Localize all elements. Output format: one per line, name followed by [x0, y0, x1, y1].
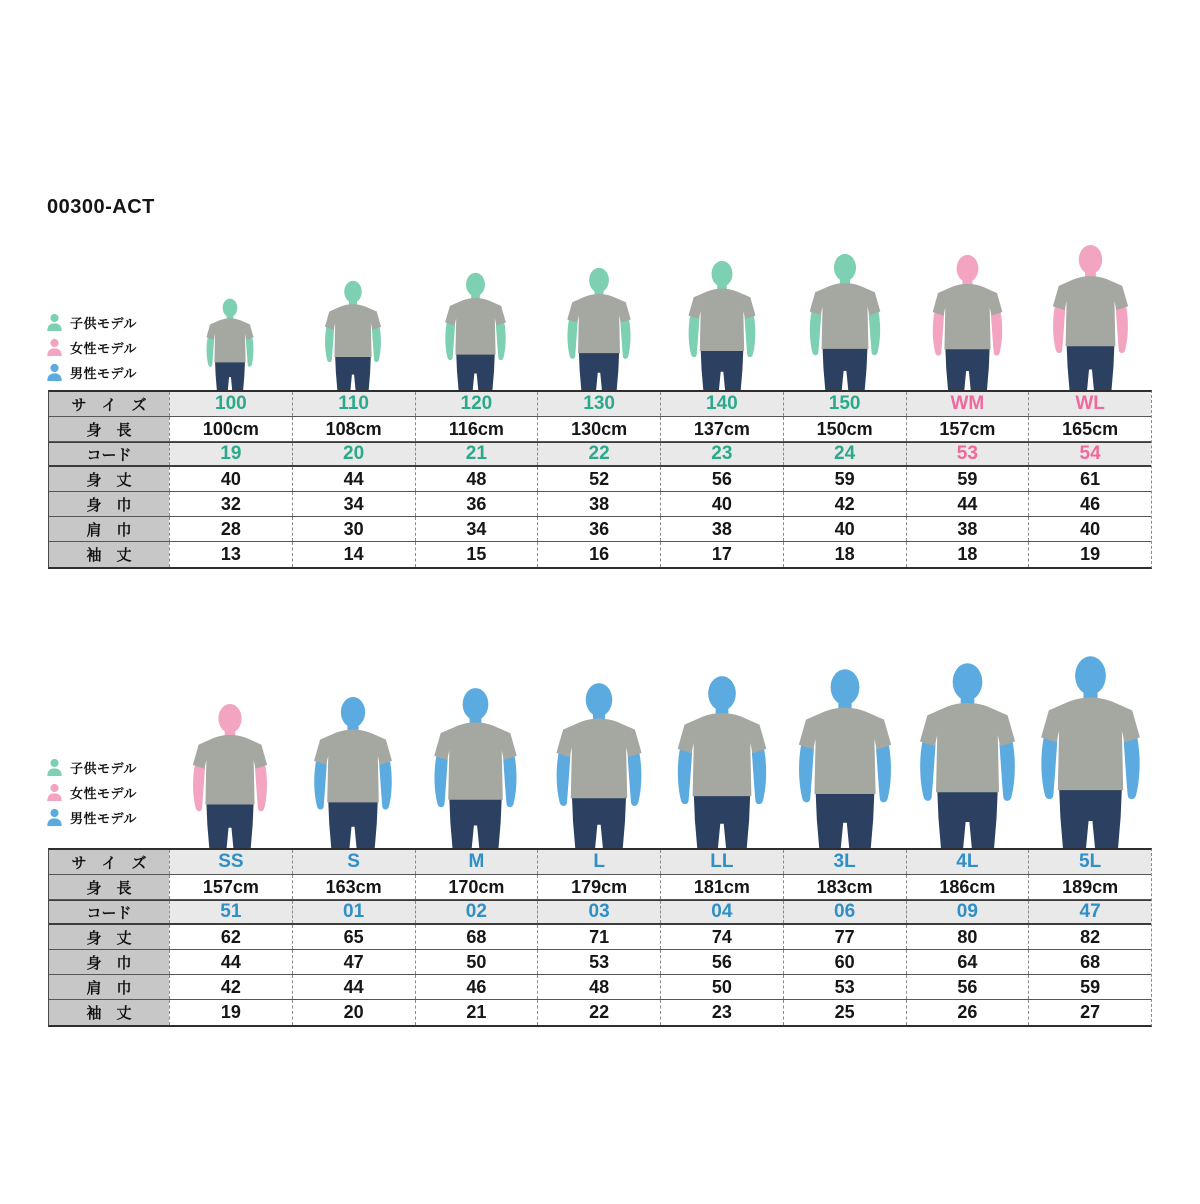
body_length-cell-L: 71 [537, 925, 660, 949]
person-silhouette [929, 254, 1006, 390]
height-cell-SS: 157cm [169, 875, 292, 899]
person-bust-icon [46, 313, 63, 332]
sleeve_length-cell-S: 20 [292, 1000, 415, 1025]
height-cell-S: 163cm [292, 875, 415, 899]
size-cell-150: 150 [783, 392, 906, 416]
code-cell-LL: 04 [660, 901, 783, 923]
table-row-body_width [49, 492, 1151, 517]
body_width-cell-WM: 44 [906, 492, 1029, 516]
code-cell-5L: 47 [1028, 901, 1151, 923]
sleeve_length-cell-L: 22 [537, 1000, 660, 1025]
shoulder_width-cell-5L: 59 [1028, 975, 1151, 999]
table-row-sleeve_length [49, 1000, 1151, 1025]
code-cell-140: 23 [660, 443, 783, 465]
sleeve_length-cell-120: 15 [415, 542, 538, 567]
figure-jeans [206, 802, 253, 848]
model-figure-LL [660, 645, 783, 848]
adults-figures-row [168, 645, 1152, 848]
size-cell-4L: 4L [906, 850, 1029, 874]
body_width-cell-120: 36 [415, 492, 538, 516]
figure-jeans [335, 355, 371, 390]
row-header-code: コード [49, 901, 169, 923]
person-silhouette [552, 682, 646, 848]
shoulder_width-cell-LL: 50 [660, 975, 783, 999]
legend-label: 女性モデル [70, 786, 137, 801]
legend-item-male-model [46, 805, 206, 830]
body_width-cell-140: 40 [660, 492, 783, 516]
model-figure-WM [906, 222, 1029, 390]
sleeve_length-cell-130: 16 [537, 542, 660, 567]
body_length-cell-LL: 74 [660, 925, 783, 949]
body_length-cell-110: 44 [292, 467, 415, 491]
row-header-size: サ イ ズ [49, 850, 169, 874]
size-cell-100: 100 [169, 392, 292, 416]
sleeve_length-cell-WM: 18 [906, 542, 1029, 567]
size-cell-WM: WM [906, 392, 1029, 416]
body_length-cell-150: 59 [783, 467, 906, 491]
code-cell-120: 21 [415, 443, 538, 465]
row-header-body_length: 身 丈 [49, 467, 169, 491]
model-figure-M [414, 645, 537, 848]
row-header-height: 身 長 [49, 875, 169, 899]
code-cell-150: 24 [783, 443, 906, 465]
adults-size-table [48, 848, 1152, 1027]
body_width-cell-150: 42 [783, 492, 906, 516]
body_width-cell-M: 50 [415, 950, 538, 974]
sleeve_length-cell-5L: 27 [1028, 1000, 1151, 1025]
sleeve_length-cell-WL: 19 [1028, 542, 1151, 567]
body_width-cell-S: 47 [292, 950, 415, 974]
height-cell-3L: 183cm [783, 875, 906, 899]
person-silhouette [430, 687, 521, 848]
code-cell-M: 02 [415, 901, 538, 923]
model-figure-4L [906, 645, 1029, 848]
code-cell-WL: 54 [1028, 443, 1151, 465]
height-cell-L: 179cm [537, 875, 660, 899]
figure-jeans [937, 789, 998, 848]
height-cell-LL: 181cm [660, 875, 783, 899]
person-silhouette [442, 272, 509, 390]
body_length-cell-130: 52 [537, 467, 660, 491]
code-cell-S: 01 [292, 901, 415, 923]
size-cell-WL: WL [1028, 392, 1151, 416]
shoulder_width-cell-3L: 53 [783, 975, 906, 999]
size-cell-140: 140 [660, 392, 783, 416]
sleeve_length-cell-150: 18 [783, 542, 906, 567]
height-cell-M: 170cm [415, 875, 538, 899]
person-silhouette [310, 696, 396, 848]
code-cell-100: 19 [169, 443, 292, 465]
body_length-cell-100: 40 [169, 467, 292, 491]
table-row-body_width [49, 950, 1151, 975]
code-cell-SS: 51 [169, 901, 292, 923]
model-figure-3L [783, 645, 906, 848]
height-cell-WM: 157cm [906, 417, 1029, 441]
person-silhouette [322, 280, 384, 390]
code-cell-110: 20 [292, 443, 415, 465]
height-cell-100: 100cm [169, 417, 292, 441]
legend-label: 子供モデル [70, 761, 137, 776]
body_width-cell-5L: 68 [1028, 950, 1151, 974]
person-silhouette [794, 668, 896, 848]
body_length-cell-120: 48 [415, 467, 538, 491]
size-cell-SS: SS [169, 850, 292, 874]
model-figure-L [537, 645, 660, 848]
person-silhouette [564, 267, 634, 390]
code-cell-3L: 06 [783, 901, 906, 923]
shoulder_width-cell-4L: 56 [906, 975, 1029, 999]
size-cell-5L: 5L [1028, 850, 1151, 874]
shoulder_width-cell-WM: 38 [906, 517, 1029, 541]
person-bust-icon [46, 808, 63, 827]
row-header-sleeve_length: 袖 丈 [49, 542, 169, 567]
legend-item-child-model [46, 310, 206, 335]
model-figure-WL [1029, 222, 1152, 390]
shoulder_width-cell-M: 46 [415, 975, 538, 999]
table-row-size [49, 850, 1151, 875]
shoulder_width-cell-130: 36 [537, 517, 660, 541]
table-row-size [49, 392, 1151, 417]
sleeve_length-cell-4L: 26 [906, 1000, 1029, 1025]
model-legend-top [46, 310, 206, 385]
person-silhouette [204, 298, 256, 390]
sleeve_length-cell-SS: 19 [169, 1000, 292, 1025]
body_width-cell-130: 38 [537, 492, 660, 516]
row-header-body_length: 身 丈 [49, 925, 169, 949]
body_length-cell-SS: 62 [169, 925, 292, 949]
body_length-cell-WM: 59 [906, 467, 1029, 491]
person-bust-icon [46, 758, 63, 777]
model-legend-bottom [46, 755, 206, 830]
code-cell-L: 03 [537, 901, 660, 923]
kids-women-size-table [48, 390, 1152, 569]
size-cell-3L: 3L [783, 850, 906, 874]
legend-label: 男性モデル [70, 366, 137, 381]
body_width-cell-3L: 60 [783, 950, 906, 974]
shoulder_width-cell-WL: 40 [1028, 517, 1151, 541]
height-cell-110: 108cm [292, 417, 415, 441]
legend-item-male-model [46, 360, 206, 385]
figure-jeans [578, 351, 618, 390]
body_width-cell-100: 32 [169, 492, 292, 516]
legend-label: 男性モデル [70, 811, 137, 826]
person-silhouette [1049, 244, 1132, 390]
sleeve_length-cell-LL: 23 [660, 1000, 783, 1025]
sleeve_length-cell-M: 21 [415, 1000, 538, 1025]
table-row-body_length [49, 925, 1151, 950]
body_width-cell-110: 34 [292, 492, 415, 516]
row-header-height: 身 長 [49, 417, 169, 441]
code-cell-4L: 09 [906, 901, 1029, 923]
row-header-shoulder_width: 肩 巾 [49, 517, 169, 541]
figure-jeans [1067, 344, 1115, 390]
figure-jeans [215, 361, 245, 390]
figure-jeans [945, 347, 989, 390]
height-cell-120: 116cm [415, 417, 538, 441]
table-row-shoulder_width [49, 975, 1151, 1000]
shoulder_width-cell-110: 30 [292, 517, 415, 541]
model-figure-140 [660, 222, 783, 390]
shoulder_width-cell-140: 38 [660, 517, 783, 541]
shoulder_width-cell-S: 44 [292, 975, 415, 999]
legend-item-female-model [46, 335, 206, 360]
person-silhouette [673, 675, 771, 848]
code-cell-WM: 53 [906, 443, 1029, 465]
size-cell-L: L [537, 850, 660, 874]
sleeve_length-cell-3L: 25 [783, 1000, 906, 1025]
body_length-cell-140: 56 [660, 467, 783, 491]
sleeve_length-cell-110: 14 [292, 542, 415, 567]
height-cell-150: 150cm [783, 417, 906, 441]
body_width-cell-L: 53 [537, 950, 660, 974]
body_length-cell-5L: 82 [1028, 925, 1151, 949]
person-bust-icon [46, 783, 63, 802]
table-row-height [49, 417, 1151, 442]
legend-item-child-model [46, 755, 206, 780]
sleeve_length-cell-140: 17 [660, 542, 783, 567]
code-cell-130: 22 [537, 443, 660, 465]
row-header-size: サ イ ズ [49, 392, 169, 416]
body_width-cell-SS: 44 [169, 950, 292, 974]
figure-jeans [693, 793, 749, 848]
shoulder_width-cell-SS: 42 [169, 975, 292, 999]
person-silhouette [806, 253, 884, 390]
body_length-cell-4L: 80 [906, 925, 1029, 949]
model-figure-5L [1029, 645, 1152, 848]
model-figure-110 [291, 222, 414, 390]
figure-jeans [822, 347, 867, 390]
size-cell-M: M [415, 850, 538, 874]
shoulder_width-cell-150: 40 [783, 517, 906, 541]
person-bust-icon [46, 338, 63, 357]
size-cell-110: 110 [292, 392, 415, 416]
figure-jeans [456, 353, 495, 390]
size-cell-S: S [292, 850, 415, 874]
row-header-sleeve_length: 袖 丈 [49, 1000, 169, 1025]
row-header-body_width: 身 巾 [49, 950, 169, 974]
body_width-cell-4L: 64 [906, 950, 1029, 974]
table-row-height [49, 875, 1151, 900]
legend-label: 女性モデル [70, 341, 137, 356]
shoulder_width-cell-L: 48 [537, 975, 660, 999]
table-row-code [49, 900, 1151, 925]
body_width-cell-WL: 46 [1028, 492, 1151, 516]
figure-jeans [700, 349, 743, 390]
height-cell-WL: 165cm [1028, 417, 1151, 441]
model-figure-130 [537, 222, 660, 390]
model-figure-120 [414, 222, 537, 390]
figure-jeans [328, 800, 378, 848]
size-cell-LL: LL [660, 850, 783, 874]
table-row-sleeve_length [49, 542, 1151, 567]
figure-jeans [1059, 787, 1122, 848]
body_length-cell-3L: 77 [783, 925, 906, 949]
person-silhouette [1036, 655, 1145, 848]
model-figure-S [291, 645, 414, 848]
height-cell-140: 137cm [660, 417, 783, 441]
row-header-body_width: 身 巾 [49, 492, 169, 516]
person-silhouette [685, 260, 759, 390]
shoulder_width-cell-120: 34 [415, 517, 538, 541]
legend-label: 子供モデル [70, 316, 137, 331]
row-header-shoulder_width: 肩 巾 [49, 975, 169, 999]
size-cell-120: 120 [415, 392, 538, 416]
height-cell-4L: 186cm [906, 875, 1029, 899]
figure-jeans [449, 797, 501, 848]
figure-jeans [815, 791, 874, 848]
height-cell-130: 130cm [537, 417, 660, 441]
row-header-code: コード [49, 443, 169, 465]
size-cell-130: 130 [537, 392, 660, 416]
figure-jeans [571, 795, 625, 848]
body_length-cell-WL: 61 [1028, 467, 1151, 491]
body_length-cell-M: 68 [415, 925, 538, 949]
table-row-shoulder_width [49, 517, 1151, 542]
legend-item-female-model [46, 780, 206, 805]
product-code: 00300-ACT [47, 196, 155, 218]
kids-women-figures-row [168, 222, 1152, 390]
table-row-code [49, 442, 1151, 467]
person-bust-icon [46, 363, 63, 382]
body_width-cell-LL: 56 [660, 950, 783, 974]
sleeve_length-cell-100: 13 [169, 542, 292, 567]
person-silhouette [915, 662, 1020, 848]
height-cell-5L: 189cm [1028, 875, 1151, 899]
table-row-body_length [49, 467, 1151, 492]
model-figure-150 [783, 222, 906, 390]
body_length-cell-S: 65 [292, 925, 415, 949]
shoulder_width-cell-100: 28 [169, 517, 292, 541]
